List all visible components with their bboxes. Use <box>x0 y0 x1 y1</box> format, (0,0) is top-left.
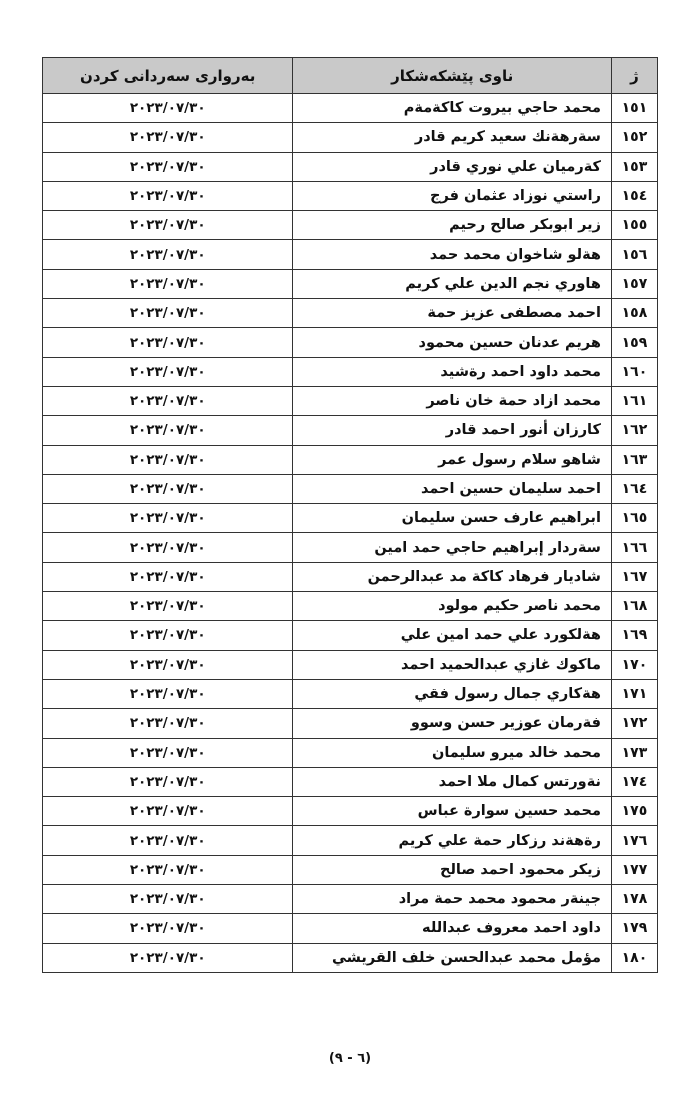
table-row <box>43 416 658 445</box>
header-number: ژ <box>611 58 657 94</box>
table-row <box>43 562 658 591</box>
table-row <box>43 533 658 562</box>
row-number: ١٦١ <box>611 386 657 415</box>
visit-date: ٢٠٢٣/٠٧/٣٠ <box>43 152 293 181</box>
table-row <box>43 181 658 210</box>
table-row <box>43 943 658 972</box>
row-number: ١٧١ <box>611 679 657 708</box>
applicant-name: هاوري نجم الدين علي كريم <box>293 269 612 298</box>
row-number: ١٥١ <box>611 94 657 123</box>
table-row <box>43 445 658 474</box>
applicant-name: محمد ازاد حمة خان ناصر <box>293 386 612 415</box>
visit-date: ٢٠٢٣/٠٧/٣٠ <box>43 797 293 826</box>
row-number: ١٦٤ <box>611 474 657 503</box>
visit-date: ٢٠٢٣/٠٧/٣٠ <box>43 533 293 562</box>
row-number: ١٦٦ <box>611 533 657 562</box>
row-number: ١٥٢ <box>611 123 657 152</box>
table-row <box>43 386 658 415</box>
applicant-name: هةلو شاخوان محمد حمد <box>293 240 612 269</box>
visit-date: ٢٠٢٣/٠٧/٣٠ <box>43 328 293 357</box>
applicant-name: راستي نوزاد عثمان فرج <box>293 181 612 210</box>
visit-date: ٢٠٢٣/٠٧/٣٠ <box>43 562 293 591</box>
table-row <box>43 914 658 943</box>
visit-date: ٢٠٢٣/٠٧/٣٠ <box>43 211 293 240</box>
header-date: بەرواری سەردانی کردن <box>43 58 293 94</box>
visit-date: ٢٠٢٣/٠٧/٣٠ <box>43 123 293 152</box>
table-row <box>43 269 658 298</box>
table-row <box>43 621 658 650</box>
applicant-name: رةهةند رزكار حمة علي كريم <box>293 826 612 855</box>
visit-date: ٢٠٢٣/٠٧/٣٠ <box>43 885 293 914</box>
visit-date: ٢٠٢٣/٠٧/٣٠ <box>43 386 293 415</box>
visit-date: ٢٠٢٣/٠٧/٣٠ <box>43 181 293 210</box>
applicant-name: احمد سليمان حسين احمد <box>293 474 612 503</box>
row-number: ١٧٢ <box>611 709 657 738</box>
visit-date: ٢٠٢٣/٠٧/٣٠ <box>43 621 293 650</box>
table-row <box>43 474 658 503</box>
applicant-name: زير ابوبكر صالح رحيم <box>293 211 612 240</box>
visit-date: ٢٠٢٣/٠٧/٣٠ <box>43 767 293 796</box>
table-row <box>43 123 658 152</box>
table-row <box>43 94 658 123</box>
table-row <box>43 650 658 679</box>
visit-date: ٢٠٢٣/٠٧/٣٠ <box>43 709 293 738</box>
visit-date: ٢٠٢٣/٠٧/٣٠ <box>43 679 293 708</box>
row-number: ١٨٠ <box>611 943 657 972</box>
row-number: ١٥٥ <box>611 211 657 240</box>
applicant-name: جينةر محمود محمد حمة مراد <box>293 885 612 914</box>
applicant-name: كارزان أنور احمد قادر <box>293 416 612 445</box>
table-row <box>43 738 658 767</box>
applicant-name: محمد ناصر حكيم مولود <box>293 592 612 621</box>
visit-date: ٢٠٢٣/٠٧/٣٠ <box>43 914 293 943</box>
table-row <box>43 885 658 914</box>
row-number: ١٥٧ <box>611 269 657 298</box>
applicant-name: شاديار فرهاد كاكة مد عبدالرحمن <box>293 562 612 591</box>
visit-date: ٢٠٢٣/٠٧/٣٠ <box>43 474 293 503</box>
visit-date: ٢٠٢٣/٠٧/٣٠ <box>43 943 293 972</box>
visit-date: ٢٠٢٣/٠٧/٣٠ <box>43 416 293 445</box>
visit-date: ٢٠٢٣/٠٧/٣٠ <box>43 299 293 328</box>
row-number: ١٧٩ <box>611 914 657 943</box>
applicant-name: كةرميان علي نوري قادر <box>293 152 612 181</box>
header-name: ناوی پێشکەشکار <box>293 58 612 94</box>
applicant-name: زيكر محمود احمد صالح <box>293 855 612 884</box>
applicant-name: محمد داود احمد رةشيد <box>293 357 612 386</box>
row-number: ١٧٨ <box>611 885 657 914</box>
table-row <box>43 826 658 855</box>
visit-date: ٢٠٢٣/٠٧/٣٠ <box>43 592 293 621</box>
row-number: ١٧٣ <box>611 738 657 767</box>
table-row <box>43 357 658 386</box>
row-number: ١٦٩ <box>611 621 657 650</box>
applicant-name: محمد حسين سوارة عباس <box>293 797 612 826</box>
visit-date: ٢٠٢٣/٠٧/٣٠ <box>43 738 293 767</box>
row-number: ١٧٠ <box>611 650 657 679</box>
table-row <box>43 679 658 708</box>
applicant-name: هةلكورد علي حمد امين علي <box>293 621 612 650</box>
visit-date: ٢٠٢٣/٠٧/٣٠ <box>43 650 293 679</box>
row-number: ١٦٧ <box>611 562 657 591</box>
row-number: ١٦٣ <box>611 445 657 474</box>
applicant-name: هريم عدنان حسين محمود <box>293 328 612 357</box>
row-number: ١٦٢ <box>611 416 657 445</box>
table-row <box>43 592 658 621</box>
applicant-name: احمد مصطفى عزيز حمة <box>293 299 612 328</box>
visit-date: ٢٠٢٣/٠٧/٣٠ <box>43 504 293 533</box>
row-number: ١٥٨ <box>611 299 657 328</box>
applicant-name: شاهو سلام رسول عمر <box>293 445 612 474</box>
table-row <box>43 855 658 884</box>
applicant-name: نةورتس كمال ملا احمد <box>293 767 612 796</box>
row-number: ١٧٧ <box>611 855 657 884</box>
visit-date: ٢٠٢٣/٠٧/٣٠ <box>43 240 293 269</box>
applicant-name: داود احمد معروف عبدالله <box>293 914 612 943</box>
table-row <box>43 504 658 533</box>
row-number: ١٥٩ <box>611 328 657 357</box>
visit-date: ٢٠٢٣/٠٧/٣٠ <box>43 826 293 855</box>
row-number: ١٦٨ <box>611 592 657 621</box>
applicant-name: ماكوك غازي عبدالحميد احمد <box>293 650 612 679</box>
applicant-name: محمد حاجي بيروت كاكةمةم <box>293 94 612 123</box>
row-number: ١٥٤ <box>611 181 657 210</box>
header-row <box>43 58 658 94</box>
table-row <box>43 152 658 181</box>
table-row <box>43 767 658 796</box>
visit-date: ٢٠٢٣/٠٧/٣٠ <box>43 855 293 884</box>
visit-date: ٢٠٢٣/٠٧/٣٠ <box>43 357 293 386</box>
visit-date: ٢٠٢٣/٠٧/٣٠ <box>43 445 293 474</box>
table-row <box>43 240 658 269</box>
applicant-name: مؤمل محمد عبدالحسن خلف القريشي <box>293 943 612 972</box>
applicant-name: سةرهةنك سعيد كريم قادر <box>293 123 612 152</box>
applicant-name: ابراهيم عارف حسن سليمان <box>293 504 612 533</box>
row-number: ١٧٥ <box>611 797 657 826</box>
applicant-name: فةرمان عوزير حسن وسوو <box>293 709 612 738</box>
row-number: ١٧٦ <box>611 826 657 855</box>
visit-date: ٢٠٢٣/٠٧/٣٠ <box>43 94 293 123</box>
table-row <box>43 328 658 357</box>
row-number: ١٥٣ <box>611 152 657 181</box>
row-number: ١٧٤ <box>611 767 657 796</box>
row-number: ١٦٠ <box>611 357 657 386</box>
applicants-table <box>42 57 658 973</box>
table-row <box>43 797 658 826</box>
applicant-name: هةكاري جمال رسول فقي <box>293 679 612 708</box>
table-row <box>43 211 658 240</box>
table-row <box>43 709 658 738</box>
row-number: ١٥٦ <box>611 240 657 269</box>
visit-date: ٢٠٢٣/٠٧/٣٠ <box>43 269 293 298</box>
applicant-name: سةردار إبراهيم حاجي حمد امين <box>293 533 612 562</box>
table-row <box>43 299 658 328</box>
page-number: (٦ - ٩) <box>328 1051 372 1066</box>
row-number: ١٦٥ <box>611 504 657 533</box>
applicant-name: محمد خالد ميرو سليمان <box>293 738 612 767</box>
